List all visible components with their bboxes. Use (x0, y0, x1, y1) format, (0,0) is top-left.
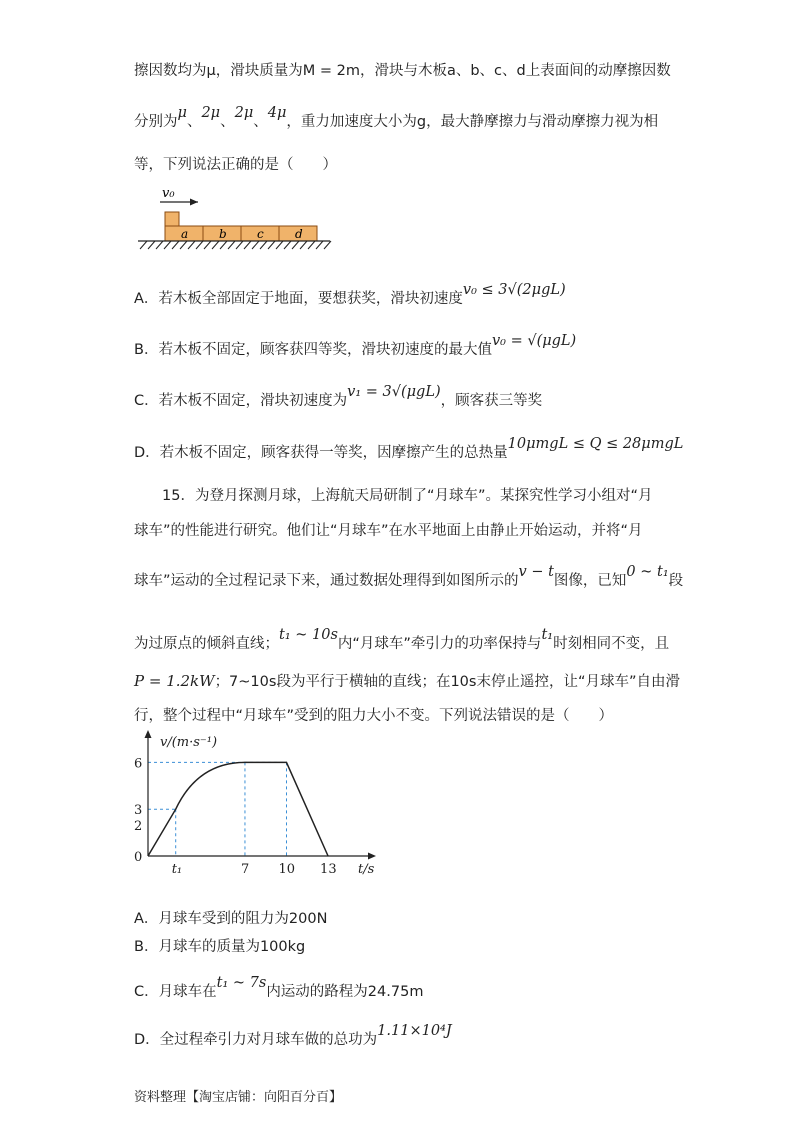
q15-option-c (134, 975, 424, 1002)
hatch-line (244, 241, 251, 249)
q14-option-b-text: B．若木板不固定，顾客获四等奖，滑块初速度的最大值 (134, 342, 492, 358)
v0-arrowhead (190, 199, 198, 206)
hatch-line (156, 241, 163, 249)
hatch-line (252, 241, 259, 249)
board-b-label: b (219, 227, 227, 241)
x-axis-arrow (368, 853, 376, 860)
hatch-line (148, 241, 155, 249)
hatch-line (308, 241, 315, 249)
q15-line4-math2: t₁ (541, 627, 554, 643)
sep-1: 、 (186, 114, 202, 130)
hatch-line (276, 241, 283, 249)
sep-3: 、 (253, 114, 268, 130)
x-tick-t1: t₁ (171, 862, 183, 877)
ground-hatch (140, 241, 331, 249)
footer-credit: 资料整理【淘宝店铺：向阳百分百】 (134, 1090, 343, 1105)
mu-4: 4μ (267, 105, 287, 121)
q15-option-d-text: D．全过程牵引力对月球车做的总功为 (134, 1032, 378, 1048)
q14-option-c-after: ，顾客获三等奖 (440, 393, 543, 409)
v0-label: v₀ (162, 186, 175, 201)
hatch-line (324, 241, 331, 249)
q15-line6: 行，整个过程中“月球车”受到的阻力大小不变。下列说法错误的是（ ） (134, 708, 614, 724)
y-tick-6: 6 (134, 756, 143, 772)
hatch-line (204, 241, 211, 249)
q15-line4 (134, 627, 670, 654)
q15-option-a: A．月球车受到的阻力为200N (134, 911, 328, 927)
hatch-line (316, 241, 323, 249)
board-d-label: d (295, 227, 303, 241)
q14-option-c (134, 384, 543, 411)
hatch-line (300, 241, 307, 249)
hatch-line (284, 241, 291, 249)
mu-1: μ (177, 105, 187, 121)
q14-line3: 等，下列说法正确的是（ ） (134, 157, 337, 173)
q15-line1: 15．为登月探测月球，上海航天局研制了“月球车”。某探究性学习小组对“月 (162, 488, 653, 504)
q14-line2 (134, 105, 659, 132)
hatch-line (260, 241, 267, 249)
y-tick-3: 3 (134, 803, 143, 819)
hatch-line (212, 241, 219, 249)
q14-option-b-math: v₀ = √(μgL) (491, 333, 577, 349)
hatch-line (140, 241, 147, 249)
sep-2: 、 (220, 114, 235, 130)
mu-3: 2μ (234, 105, 254, 121)
q14-option-d-math: 10μmgL ≤ Q ≤ 28μmgL (507, 436, 684, 452)
q15-line4-math1: t₁ ~ 10s (279, 627, 338, 643)
q14-option-c-text: C．若木板不固定，滑块初速度为 (134, 393, 348, 409)
vt-curve (148, 762, 328, 856)
q14-option-d (134, 436, 684, 463)
q14-option-a-text: A．若木板全部固定于地面，要想获奖，滑块初速度 (134, 291, 463, 307)
board-c-label: c (257, 227, 264, 241)
q15-line4-c: 时刻相同不变，且 (553, 636, 670, 652)
y-axis-arrow (145, 730, 152, 738)
hatch-line (164, 241, 171, 249)
slider-block (165, 212, 179, 226)
q14-line1: 擦因数均为μ，滑块质量为M = 2m，滑块与木板a、b、c、d上表面间的动摩擦因数 (134, 63, 671, 79)
hatch-line (228, 241, 235, 249)
q14-boards-figure (134, 180, 334, 255)
q15-option-d-math: 1.11×10⁴J (377, 1023, 452, 1039)
q15-line5-b: ；7~10s段为平行于横轴的直线；在10s末停止遥控，让“月球车”自由滑 (214, 674, 680, 690)
hatch-line (236, 241, 243, 249)
q15-option-c-text: C．月球车在 (134, 984, 217, 1000)
q15-line3-math1: v − t (518, 564, 554, 580)
chart-guides (148, 762, 287, 856)
vt-chart (130, 730, 390, 888)
x-tick-10: 10 (278, 862, 296, 877)
q15-line5-math: P = 1.2kW (134, 672, 215, 690)
q15-line2: 球车”的性能进行研究。他们让“月球车”在水平地面上由静止开始运动，并将“月 (134, 523, 643, 539)
q15-option-c-after: 内运动的路程为24.75m (266, 984, 424, 1000)
hatch-line (188, 241, 195, 249)
q15-line5 (134, 671, 680, 692)
mu-2: 2μ (201, 105, 221, 121)
q15-line4-a: 为过原点的倾斜直线； (134, 636, 279, 652)
hatch-line (220, 241, 227, 249)
hatch-line (292, 241, 299, 249)
x-tick-13: 13 (320, 862, 337, 877)
hatch-line (196, 241, 203, 249)
q14-option-d-text: D．若木板不固定，顾客获得一等奖，因摩擦产生的总热量 (134, 445, 508, 461)
q14-option-a-math: v₀ ≤ 3√(2μgL) (462, 282, 566, 298)
y-axis-label: v/(m·s⁻¹) (160, 735, 218, 750)
x-tick-7: 7 (240, 862, 250, 877)
q15-line4-b: 内“月球车”牵引力的功率保持与 (337, 636, 542, 652)
hatch-line (180, 241, 187, 249)
q14-option-a (134, 282, 566, 309)
board-a-label: a (181, 227, 189, 241)
q14-line2-pre: 分别为 (134, 114, 178, 130)
hatch-line (172, 241, 179, 249)
q15-line3-a: 球车”运动的全过程记录下来，通过数据处理得到如图所示的 (134, 573, 519, 589)
q15-option-b: B．月球车的质量为100kg (134, 939, 306, 955)
q14-option-b (134, 333, 577, 360)
q15-option-c-math: t₁ ~ 7s (216, 975, 267, 991)
origin-label: 0 (134, 850, 143, 865)
q15-line3-math2: 0 ~ t₁ (626, 564, 669, 580)
q14-option-c-math: v₁ = 3√(μgL) (347, 384, 441, 400)
q15-option-d (134, 1023, 452, 1050)
q15-line3-c: 段 (668, 573, 684, 589)
hatch-line (268, 241, 275, 249)
q15-line3 (134, 564, 684, 591)
q14-line2-post: ，重力加速度大小为g，最大静摩擦力与滑动摩擦力视为相 (286, 114, 659, 130)
q15-line3-b: 图像，已知 (553, 573, 627, 589)
x-axis-label: t/s (358, 862, 375, 877)
y-tick-2: 2 (134, 818, 143, 834)
